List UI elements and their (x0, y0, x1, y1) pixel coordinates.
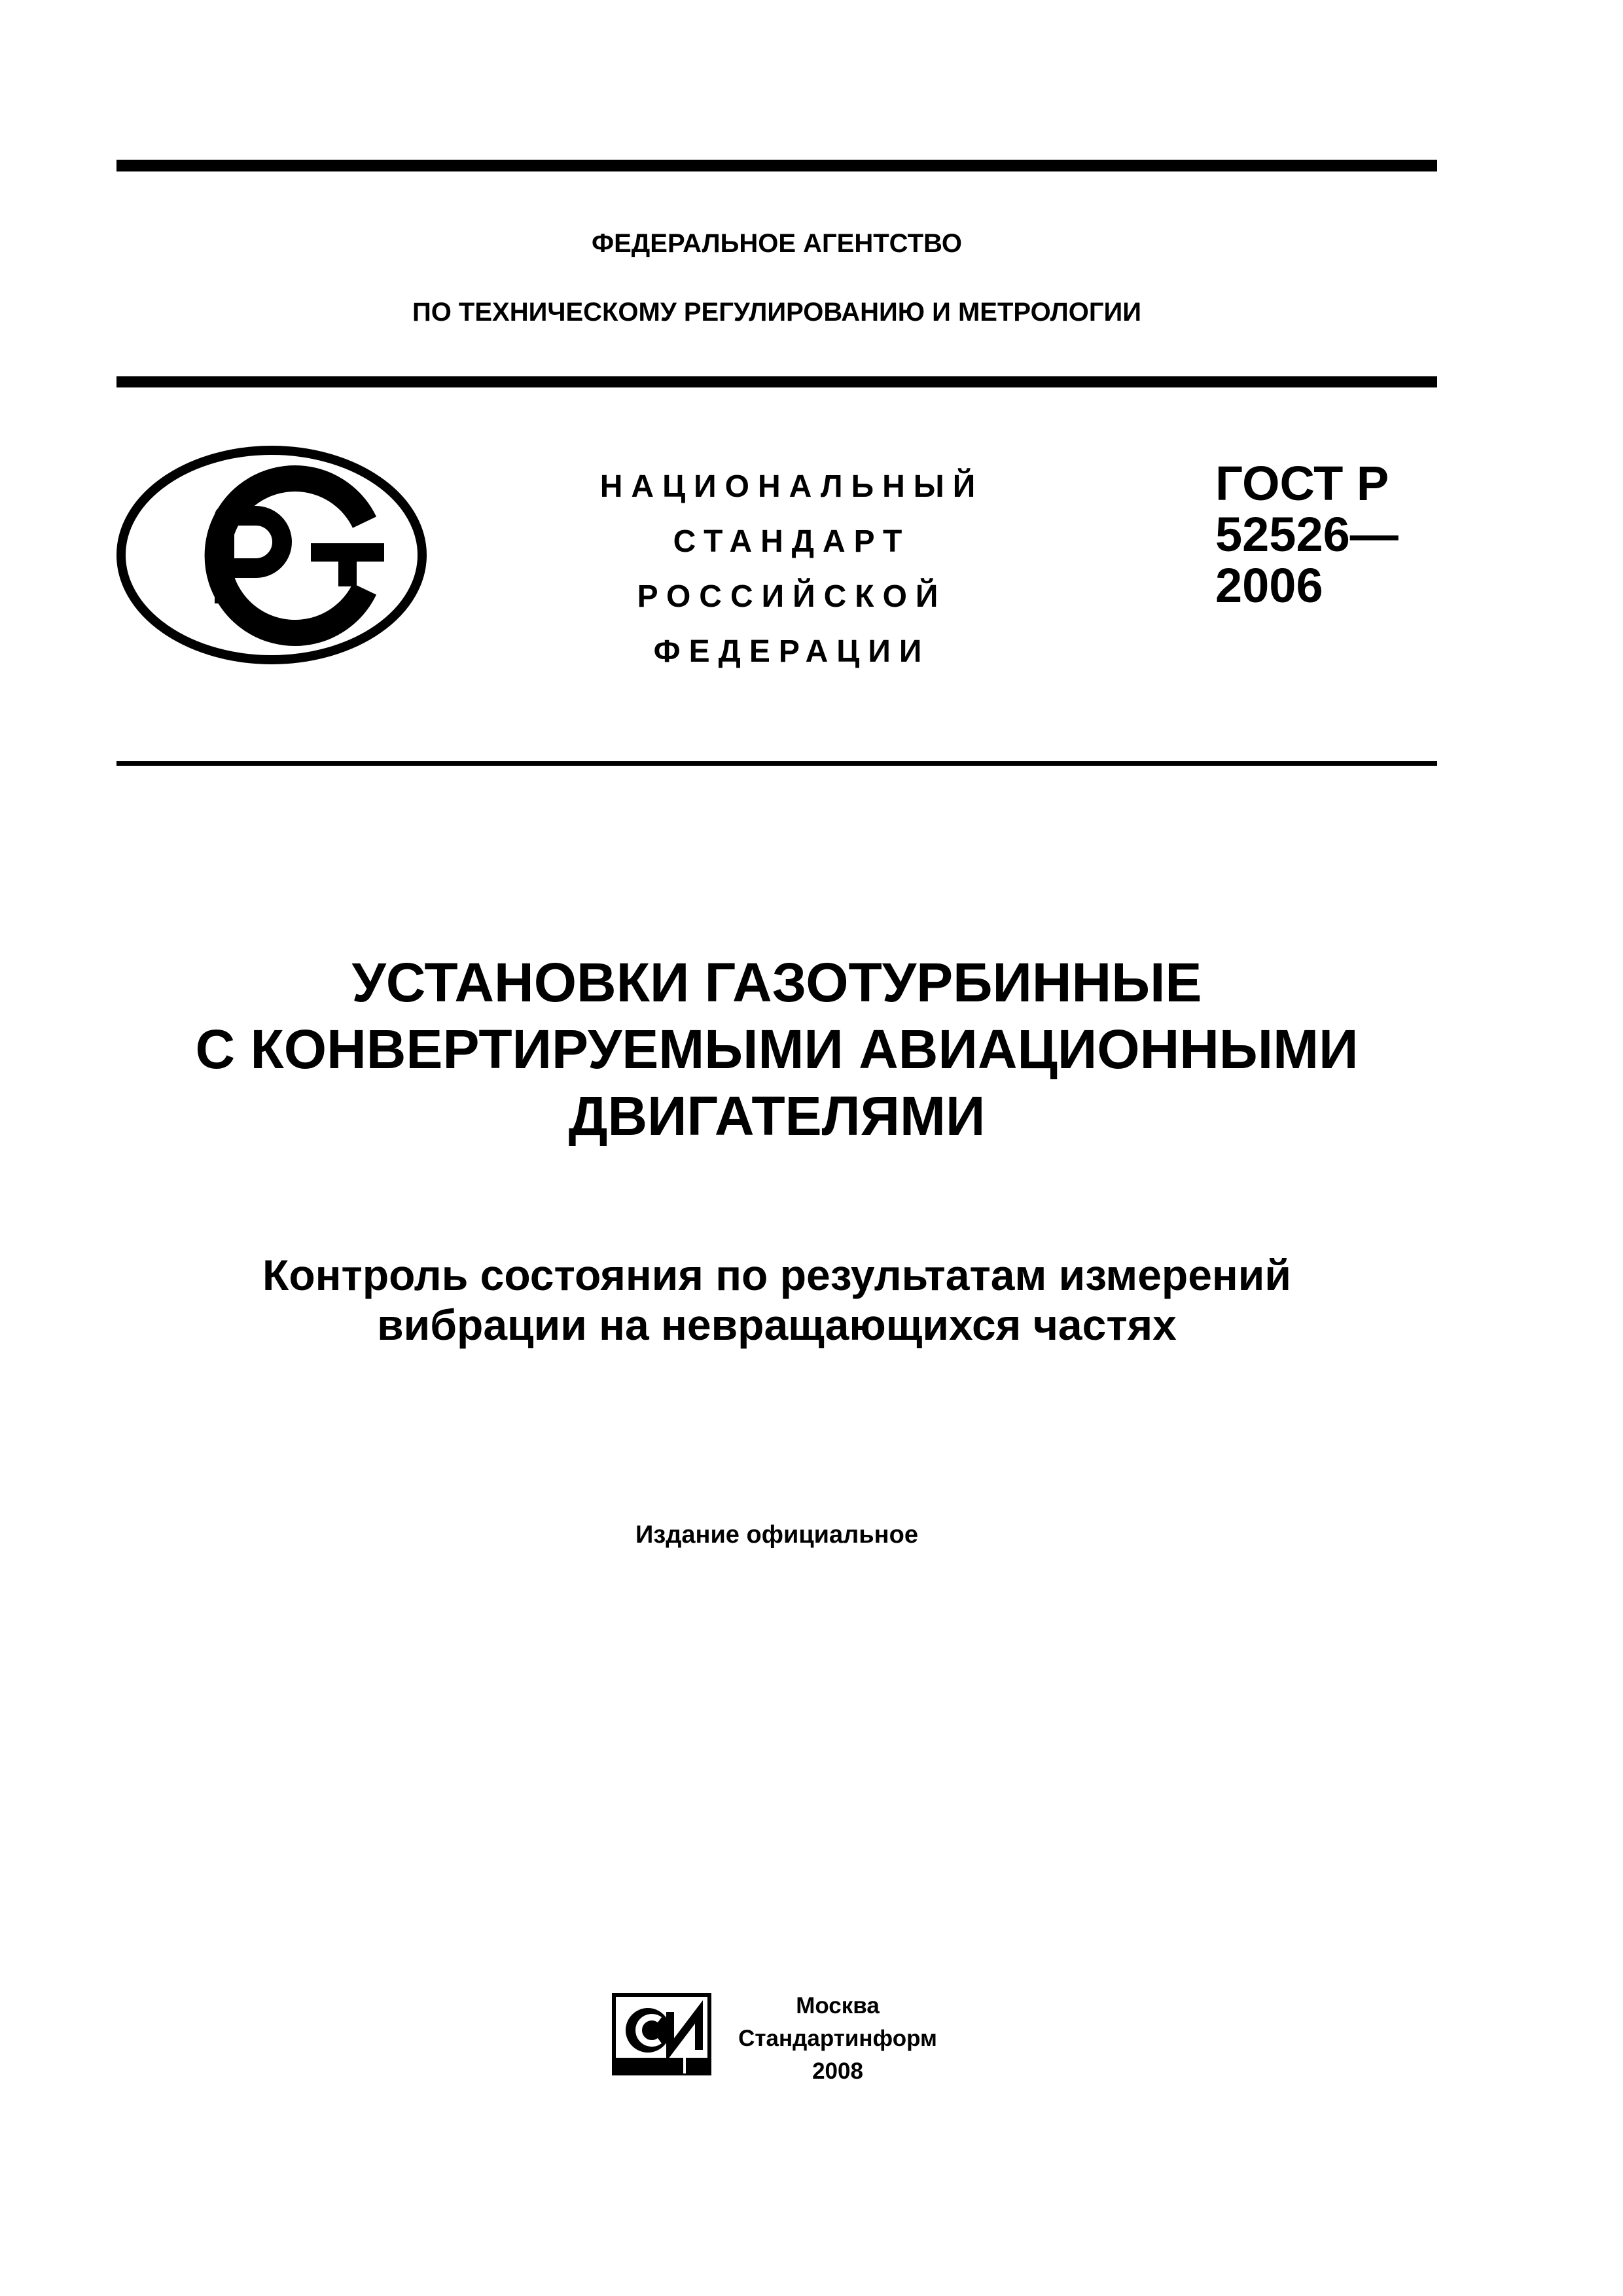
standard-type-line-1: НАЦИОНАЛЬНЫЙ (599, 469, 984, 504)
agency-name-line-1: ФЕДЕРАЛЬНОЕ АГЕНТСТВО (591, 229, 963, 258)
publisher-city: Москва (796, 1993, 880, 2018)
document-title (116, 949, 1437, 1149)
standard-type (563, 459, 1021, 679)
bottom-rule (116, 761, 1437, 766)
title-line-1: УСТАНОВКИ ГАЗОТУРБИННЫЕ (351, 952, 1202, 1013)
title-line-3: ДВИГАТЕЛЯМИ (568, 1085, 986, 1147)
pct-emblem-icon (115, 445, 429, 665)
designation-line-3: 2006 (1215, 558, 1323, 613)
document-subtitle (116, 1250, 1437, 1350)
agency-name-line-2: ПО ТЕХНИЧЕСКОМУ РЕГУЛИРОВАНИЮ И МЕТРОЛОГИИ (412, 298, 1142, 327)
subtitle-line-1: Контроль состояния по результатам измерений (262, 1251, 1291, 1299)
standard-designation (1215, 458, 1399, 611)
designation-line-2: 52526— (1215, 507, 1399, 562)
designation-line-1: ГОСТ Р (1215, 456, 1389, 511)
middle-rule (116, 376, 1437, 387)
top-rule (116, 160, 1437, 171)
subtitle-line-2: вибрации на невращающихся частях (377, 1300, 1177, 1349)
publisher-imprint (713, 1990, 962, 2088)
standard-type-line-4: ФЕДЕРАЦИИ (653, 634, 931, 669)
standartinform-logo-icon (611, 1992, 712, 2076)
edition-label: Издание официальное (635, 1521, 918, 1549)
standard-type-line-2: СТАНДАРТ (673, 524, 911, 559)
title-line-2: С КОНВЕРТИРУЕМЫМИ АВИАЦИОННЫМИ (195, 1018, 1359, 1080)
publication-year: 2008 (812, 2058, 863, 2084)
standard-type-line-3: РОССИЙСКОЙ (637, 579, 947, 614)
publisher-name: Стандартинформ (738, 2026, 937, 2051)
